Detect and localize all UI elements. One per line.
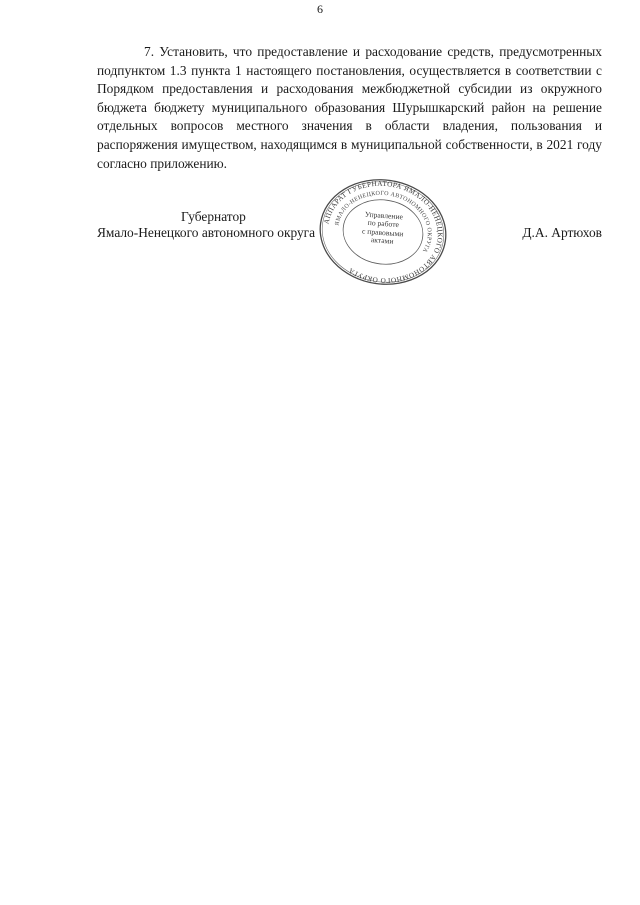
- stamp-center-line: по работе: [367, 218, 400, 230]
- official-stamp: [318, 178, 448, 286]
- page-number: 6: [317, 2, 323, 16]
- paragraph-7: 7. Установить, что предоставление и расходование средств, предусмотренных подпунктом 1.3 пункта 1 настоящего постановления, осуществляется в соответствии с Порядком предоставления и расходования межбюджетной субсидии из окружного бюджета бюджету муниципального образования Шурышкарский район на решение отдельных вопросов местного значения в области владения, пользования и распоряжения имуществом, находящимся в муниципальной собственности, в 2021 году согласно приложению.: [97, 44, 602, 171]
- body-text: [97, 43, 602, 173]
- stamp-outer-text: АППАРАТ ГУБЕРНАТОРА ЯМАЛО-НЕНЕЦКОГО АВТОНОМНОГО ОКРУГА: [322, 179, 444, 285]
- stamp-center-line: Управление: [364, 209, 404, 222]
- stamp-center-line: с правовыми: [361, 226, 404, 239]
- stamp-center-text: [345, 209, 421, 248]
- stamp-center-line: актами: [370, 235, 394, 246]
- signatory-organization: Ямало-Ненецкого автономного округа: [97, 225, 316, 240]
- stamp-inner-text: ЯМАЛО-НЕНЕЦКОГО АВТОНОМНОГО ОКРУГА: [334, 190, 432, 254]
- signatory-title: Губернатор: [181, 209, 246, 224]
- signatory-name: Д.А. Артюхов: [522, 225, 602, 240]
